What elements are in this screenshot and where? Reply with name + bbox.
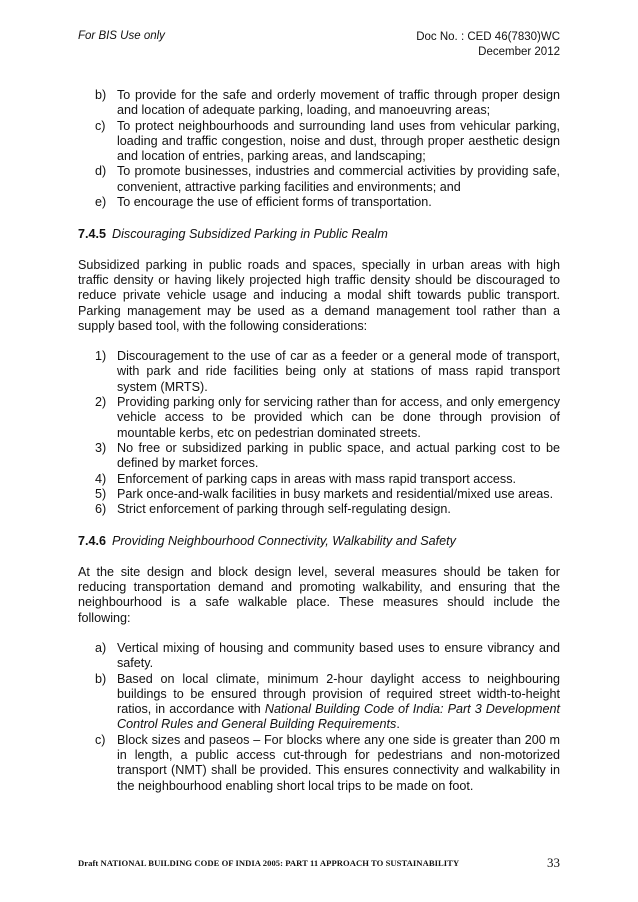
doc-date: December 2012 <box>478 45 560 58</box>
code-reference: National Building Code of India: Part 3 Development Control Rules and General Building Requirements <box>117 702 560 732</box>
section-paragraph: At the site design and block design level, several measures should be taken for reducing transportation demand and promoting walkability, and ensuring that the neighbourhood is a safe walkable place. These measures should include the following: <box>78 564 560 625</box>
list-item: d) To promote businesses, industries and commercial activities by providing safe, convenient, attractive parking facilities and environments; and <box>95 164 560 194</box>
page-content <box>78 88 560 794</box>
section-title: Providing Neighbourhood Connectivity, Walkability and Safety <box>112 534 456 549</box>
list-item: b) Based on local climate, minimum 2-hour daylight access to neighbouring buildings to be ensured through provision of required street width-to-height ratios, in accordance with National Building Code of India: Part 3 Development Control Rules and General Building Requirements. <box>95 671 560 732</box>
header-left: For BIS Use only <box>78 30 165 42</box>
objectives-list <box>78 88 560 210</box>
measures-list <box>78 641 560 794</box>
section-number: 7.4.5 <box>78 227 107 242</box>
list-item: 6) Strict enforcement of parking through self-regulating design. <box>95 502 451 517</box>
section-heading-7-4-6 <box>78 534 560 549</box>
considerations-list <box>78 349 560 517</box>
list-item: 5) Park once-and-walk facilities in busy markets and residential/mixed use areas. <box>95 486 554 501</box>
list-item: b) To provide for the safe and orderly movement of traffic through proper design and location of adequate parking, loading, and manoeuvring areas; <box>95 88 560 118</box>
list-item: a) Vertical mixing of housing and community based uses to ensure vibrancy and safety. <box>95 640 560 671</box>
list-item: 2) Providing parking only for servicing rather than for access, and only emergency vehicle access to be provided which can be done through provision of mountable kerbs, etc on pedestrian dominated streets. <box>95 395 560 440</box>
list-item: 4) Enforcement of parking caps in areas with mass rapid transport access. <box>95 471 516 486</box>
section-heading-7-4-5 <box>78 227 560 242</box>
section-paragraph: Subsidized parking in public roads and spaces, specially in urban areas with high traffic density or having likely projected high traffic density should be discouraged to reduce private vehicle usage and inducing a modal shift towards public transport. Parking management may be used as a demand management tool rather than a supply based tool, with the following considerations: <box>78 257 560 333</box>
header-right <box>416 30 560 59</box>
list-item: 3) No free or subsidized parking in public space, and actual parking cost to be defined by market forces. <box>95 440 560 471</box>
page-number: 33 <box>547 855 560 870</box>
doc-number: Doc No. : CED 46(7830)WC <box>416 31 560 43</box>
list-item: 1) Discouragement to the use of car as a feeder or a general mode of transport, with park and ride facilities being only at stations of mass rapid transport system (MRTS). <box>95 349 560 394</box>
section-number: 7.4.6 <box>78 534 107 549</box>
list-item: c) Block sizes and paseos – For blocks where any one side is greater than 200 m in length, a public access cut-through for pedestrians and non-motorized transport (NMT) shall be provided. This ensures connectivity and walkability in the neighbourhood enabling short local trips to be made on foot. <box>95 732 560 793</box>
list-item: c) To protect neighbourhoods and surrounding land uses from vehicular parking, loading and traffic congestion, noise and dust, through proper aesthetic design and location of entries, parking areas, and landscaping; <box>95 118 560 164</box>
footer-title: Draft NATIONAL BUILDING CODE OF INDIA 2005: PART 11 APPROACH TO SUSTAINABILITY <box>78 858 460 868</box>
list-item: e) To encourage the use of efficient forms of transportation. <box>95 195 432 210</box>
section-title: Discouraging Subsidized Parking in Public Realm <box>112 227 388 242</box>
